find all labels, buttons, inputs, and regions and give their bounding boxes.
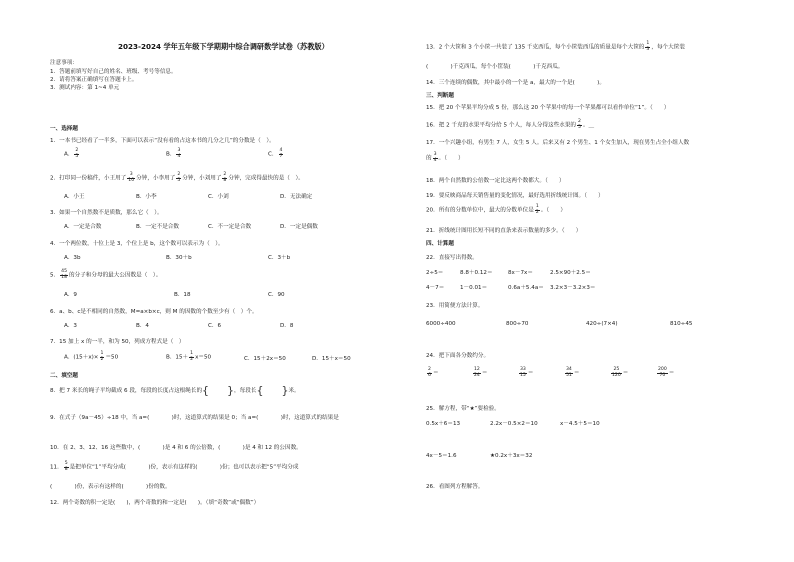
question-8: 8．把 7 米长的绳子平均截成 6 段，每段的长度占这根绳长的{ }，每段长{ }米。 [50,384,300,397]
question-11: 11． $\frac{5}{8}$ 是把单位“1”平均分成( )份，表示有这样的( )份；也可以表示把“5”平均分成 [50,461,299,472]
q6-option-d: D．8 [280,323,294,329]
q5-option-b: B．18 [174,292,191,298]
q7-option-d: D．15＋x＝50 [312,356,351,362]
q5-option-a: A．9 [64,292,77,298]
section-heading: 四、计算题 [426,241,454,247]
question-22: 22．直接写出得数。 [426,255,478,261]
section-heading: 一、选择题 [50,126,78,132]
calc-item: 0.6a＋5.4a＝ [508,285,544,291]
question-17-cont: 的 $\frac{3}{4}$ 。（ ） [426,152,464,163]
note-item: 3．测试内容：第 1~4 单元 [50,85,120,91]
q2-option-a: A．小王 [64,194,85,200]
q1-option-b: B． $\frac{3}{4}$ [166,148,181,159]
q3-option-c: C．不一定是合数 [208,224,252,230]
calc-item: 1－0.01＝ [460,285,488,291]
q2-option-b: B．小李 [136,194,157,200]
question-12: 12．两个奇数的积一定是( )，两个奇数的和一定是( )。（填“奇数”或“偶数”） [50,500,260,506]
equation-item: ★0.2x＋3x＝32 [490,453,533,459]
question-4: 4．一个两位数，十位上是 3，个位上是 b，这个数可以表示为（ ）。 [50,241,224,247]
question-20: 20．所有的分数单位中，最大的分数单位是 $\frac{1}{2}$ 。（ ） [426,204,566,215]
q4-option-a: A．3b [64,255,81,261]
question-5: 5． $\frac{45}{18}$ 的分子和分母的最大公因数是（ ）。 [50,269,162,280]
q7-option-a: A．(15＋x)× $\frac{1}{2}$ ＝50 [64,351,119,362]
question-24: 24．把下面各分数约分。 [426,353,490,359]
section-heading: 三、判断题 [426,93,454,99]
calc-item: 8x－7x＝ [508,270,533,276]
exam-title: 2023-2024 学年五年级下学期期中综合调研数学试卷（苏教版） [118,42,329,51]
question-16: 16．把 2 千克的水果平均分给 5 个人，每人分得这些水果的 $\frac{2}{5}$ 。＿ [426,119,595,130]
q6-option-b: B．4 [136,323,149,329]
question-9: 9．在式子（9a－45）÷18 中，当 a=( )时，这道算式的结果是 0；当 a=( )时，这道算式的结果是 [50,415,339,421]
question-21: 21．折线统计图用长短不同的直条来表示数量的多少。（ ） [426,228,582,234]
simplify-item: 6000÷400 [426,321,456,327]
reduce-item: $\frac{25}{120}$ ＝ [612,367,629,378]
question-13-cont: ( )千克西瓜，每个小筐装( )千克西瓜。 [426,64,564,70]
question-3: 3．如果一个自然数不是质数，那么它（ ）。 [50,210,163,216]
q4-option-b: B．30＋b [166,255,192,261]
q7-option-c: C．15＋2x＝50 [244,356,286,362]
simplify-item: 800÷70 [506,321,529,327]
question-10: 10．在 2、3、12、16 这些数中，( )是 4 和 6 的公倍数，( )是 4 和 12 的公因数。 [50,445,302,451]
q2-option-d: D．无法确定 [280,194,313,200]
question-7: 7．15 加上 x 的一半，和为 50，列成方程式是（ ） [50,339,185,345]
question-18: 18．两个自然数的公倍数一定比这两个数都大。（ ） [426,178,565,184]
note-item: 2．请将答案正确填写在答题卡上。 [50,77,138,83]
equation-item: 4x－5＝1.6 [426,453,457,459]
q1-option-a: A． $\frac{2}{5}$ [64,148,79,159]
q5-option-c: C．90 [268,292,285,298]
q1-option-c: C． $\frac{4}{7}$ [268,148,283,159]
reduce-item: $\frac{12}{24}$ ＝ [474,367,488,378]
q3-option-d: D．一定是偶数 [280,224,318,230]
question-15: 15．把 20 个苹果平均分成 5 份，那么这 20 个苹果中的每一个苹果都可以看作单位“1”。（ ） [426,105,670,111]
equation-item: 2.2x－0.5×2＝10 [490,421,538,427]
question-14: 14．三个连续的偶数，其中最小的一个是 a，最大的一个是( )。 [426,80,605,86]
q3-option-a: A．一定是合数 [64,224,102,230]
notes-heading: 注意事项： [50,60,78,66]
question-17: 17．一个兴趣小组，有男生 7 人，女生 5 人。后来又有 2 个男生、1 个女生加入，现在男生占全小组人数 [426,140,690,146]
question-2: 2．打印同一份稿件，小王用了 $\frac{3}{10}$ 分钟，小李用了 $\frac{2}{5}$ 分钟，小刘用了 $\frac{2}{8}$ 分钟，完成得最快的是（ ）。 [50,172,304,183]
q6-option-a: A．3 [64,323,77,329]
simplify-item: 810÷45 [670,321,693,327]
q7-option-b: B．15＋ $\frac{1}{2}$ x＝50 [166,351,212,362]
calc-item: 2÷5＝ [426,270,444,276]
equation-item: x－4.5＋5＝10 [560,421,600,427]
note-item: 1．答题前填写好自己的姓名、班级、考号等信息。 [50,69,177,75]
question-19: 19．要反映商品每天销售量的变化情况，最好选用折线统计图。（ ） [426,193,604,199]
question-23: 23．用简便方法计算。 [426,303,484,309]
q4-option-c: C．3＋b [268,255,291,261]
question-11-cont: ( )份，表示有这样的( )份的数。 [50,484,171,490]
reduce-item: $\frac{34}{51}$ ＝ [566,367,580,378]
reduce-item: $\frac{33}{15}$ ＝ [520,367,534,378]
question-13: 13．2 个大筐和 3 个小筐一共装了 135 千克西瓜，每个小筐装西瓜的质量是每个大筐的 $\frac{1}{3}$ ，每个大筐装 [426,41,685,52]
simplify-item: 420÷(7×4) [586,321,618,327]
calc-item: 8.8＋0.12＝ [460,270,493,276]
q6-option-c: C．6 [208,323,222,329]
reduce-item: $\frac{2}{6}$ ＝ [428,367,439,378]
question-1: 1．一本书已经看了一半多，下面可以表示“没有看的占这本书的几分之几”的分数是（ ）。 [50,138,275,144]
q3-option-b: B．一定不是合数 [136,224,179,230]
calc-item: 4－7＝ [426,285,445,291]
calc-item: 3.2×3－3.2×3＝ [550,285,596,291]
q2-option-c: C．小刘 [208,194,229,200]
question-6: 6．a、b、c是不相同的自然数，M=a×b×c，则 M 的因数的个数至少有（ ）个。 [50,309,258,315]
calc-item: 2.5×90＋2.5＝ [550,270,591,276]
section-heading: 二、填空题 [50,373,78,379]
equation-item: 0.5x＋6＝13 [426,421,461,427]
question-26: 26．看图列方程解答。 [426,484,484,490]
reduce-item: $\frac{200}{70}$ ＝ [658,367,675,378]
question-25: 25．解方程，带“★”要检验。 [426,406,500,412]
